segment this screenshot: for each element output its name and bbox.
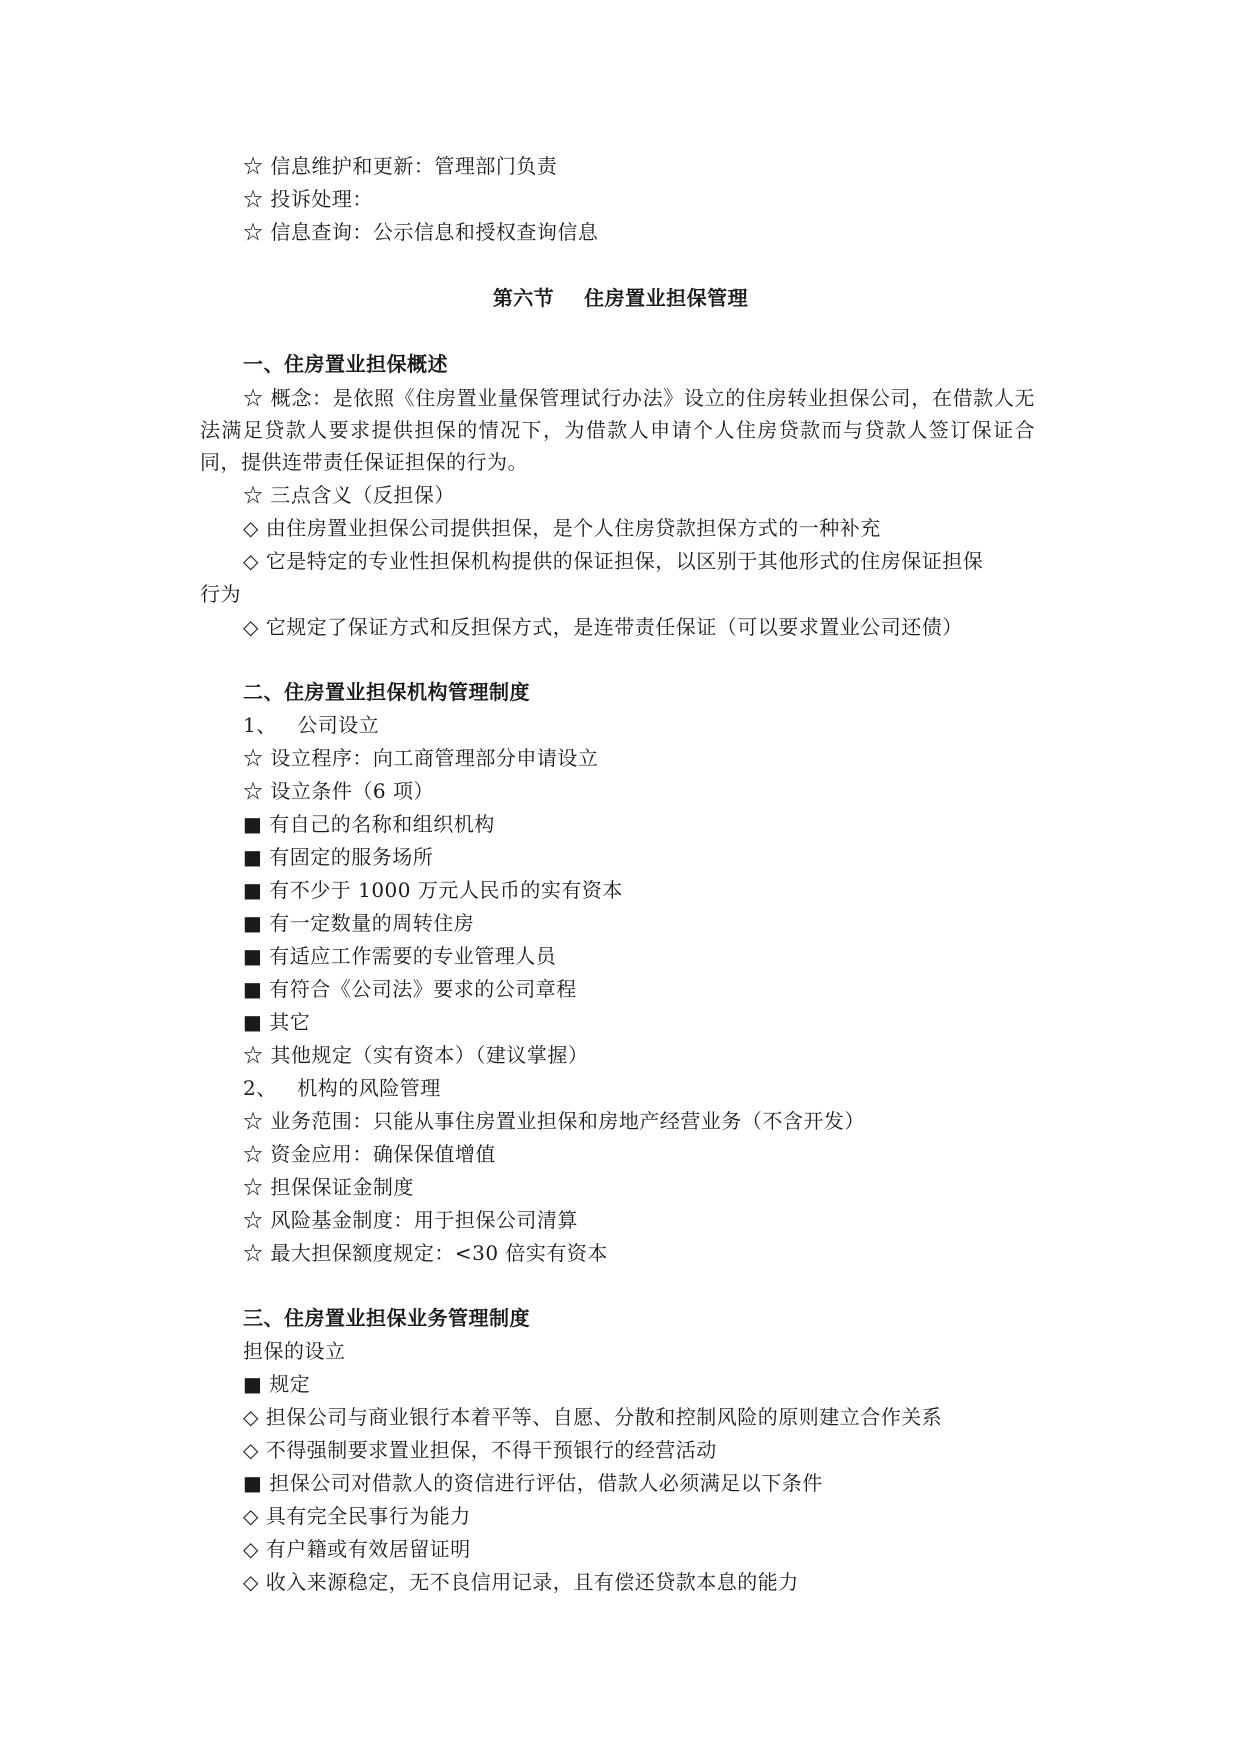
text-line: ☆ 设立程序：向工商管理部分申请设立 <box>243 746 599 770</box>
text-line: ◇ 具有完全民事行为能力 <box>243 1504 471 1528</box>
concept-paragraph: ☆ 概念：是依照《住房置业量保管理试行办法》设立的住房转业担保公司，在借款人无法满足贷款人要求提供担保的情况下，为借款人申请个人住房贷款而与贷款人签订保证合同，提供连带责任保证担保的行为。 <box>200 386 1035 474</box>
text-line: ☆ 设立条件（6 项） <box>243 779 434 803</box>
part3-heading: 三、住房置业担保业务管理制度 <box>243 1306 530 1330</box>
text-line: 2、 机构的风险管理 <box>243 1076 441 1100</box>
text-line: ☆ 投诉处理： <box>243 187 373 211</box>
text-line: ☆ 信息维护和更新：管理部门负责 <box>243 154 558 178</box>
text-line: ◇ 不得强制要求置业担保，不得干预银行的经营活动 <box>243 1438 717 1462</box>
text-line: ☆ 担保保证金制度 <box>243 1175 414 1199</box>
text-line: ☆ 业务范围：只能从事住房置业担保和房地产经营业务（不含开发） <box>243 1109 865 1133</box>
text-line: ■ 有固定的服务场所 <box>243 845 434 869</box>
text-line: ■ 担保公司对借款人的资信进行评估，借款人必须满足以下条件 <box>243 1471 823 1495</box>
text-line: ☆ 三点含义（反担保） <box>243 483 455 507</box>
text-line: ■ 有自己的名称和组织机构 <box>243 812 495 836</box>
text-line: ■ 规定 <box>243 1372 311 1396</box>
text-line: ■ 有符合《公司法》要求的公司章程 <box>243 977 577 1001</box>
text-line: 担保的设立 <box>243 1339 346 1363</box>
text-line: ☆ 其他规定（实有资本）（建议掌握） <box>243 1043 589 1067</box>
text-line: ☆ 最大担保额度规定：<30 倍实有资本 <box>243 1241 608 1265</box>
text-line: ☆ 资金应用：确保保值增值 <box>243 1142 496 1166</box>
text-line: ◇ 有户籍或有效居留证明 <box>243 1537 471 1561</box>
text-line: ◇ 由住房置业担保公司提供担保，是个人住房贷款担保方式的一种补充 <box>243 516 881 540</box>
text-line: ☆ 风险基金制度：用于担保公司清算 <box>243 1208 578 1232</box>
text-line: ■ 有一定数量的周转住房 <box>243 911 475 935</box>
text-line: ■ 有适应工作需要的专业管理人员 <box>243 944 557 968</box>
text-line: 1、 公司设立 <box>243 713 380 737</box>
section-title: 第六节 住房置业担保管理 <box>492 286 749 310</box>
part2-heading: 二、住房置业担保机构管理制度 <box>243 680 530 704</box>
text-line: ◇ 担保公司与商业银行本着平等、自愿、分散和控制风险的原则建立合作关系 <box>243 1405 943 1429</box>
text-line: ■ 其它 <box>243 1010 311 1034</box>
text-line: ■ 有不少于 1000 万元人民币的实有资本 <box>243 878 623 902</box>
text-line: ◇ 它规定了保证方式和反担保方式，是连带责任保证（可以要求置业公司还债） <box>243 615 963 639</box>
text-line: ☆ 信息查询：公示信息和授权查询信息 <box>243 220 599 244</box>
part1-heading: 一、住房置业担保概述 <box>243 352 448 376</box>
text-line: ◇ 它是特定的专业性担保机构提供的保证担保，以区别于其他形式的住房保证担保 <box>243 549 984 573</box>
text-line: ◇ 收入来源稳定，无不良信用记录，且有偿还贷款本息的能力 <box>243 1570 799 1594</box>
text-line: 行为 <box>200 582 241 606</box>
